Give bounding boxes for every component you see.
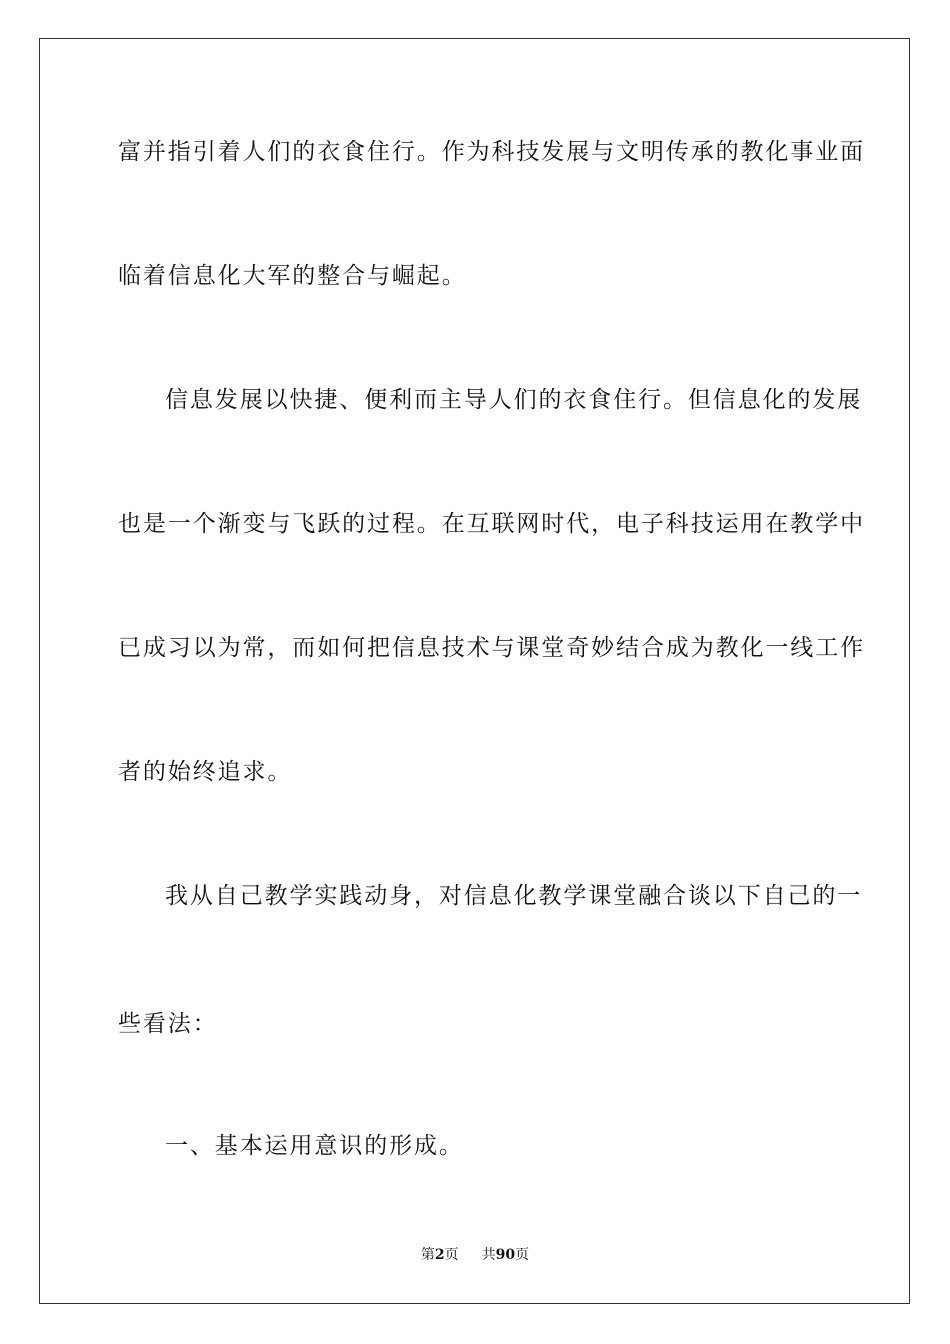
text-line-1: 富并指引着人们的衣食住行。作为科技发展与文明传承的教化事业面 (118, 139, 865, 165)
text-line-4: 也是一个渐变与飞跃的过程。在互联网时代，电子科技运用在教学中 (118, 511, 865, 537)
total-pages: 90 (495, 1247, 516, 1263)
total-suffix: 页 (515, 1247, 530, 1263)
page-prefix: 第 (420, 1247, 435, 1263)
text-line-7: 我从自己教学实践动身，对信息化教学课堂融合谈以下自己的一 (165, 883, 863, 909)
text-line-3: 信息发展以快捷、便利而主导人们的衣食住行。但信息化的发展 (165, 387, 863, 413)
text-line-9: 一、基本运用意识的形成。 (165, 1133, 464, 1159)
text-line-8: 些看法： (118, 1011, 218, 1037)
page-footer (0, 1244, 950, 1264)
text-line-2: 临着信息化大军的整合与崛起。 (118, 263, 467, 289)
text-line-5: 已成习以为常，而如何把信息技术与课堂奇妙结合成为教化一线工作 (118, 635, 865, 661)
page-frame (39, 38, 910, 1304)
page-number: 2 (434, 1247, 445, 1263)
text-line-6: 者的始终追求。 (118, 759, 293, 785)
total-prefix: 共 (481, 1247, 496, 1263)
page-suffix: 页 (444, 1247, 459, 1263)
